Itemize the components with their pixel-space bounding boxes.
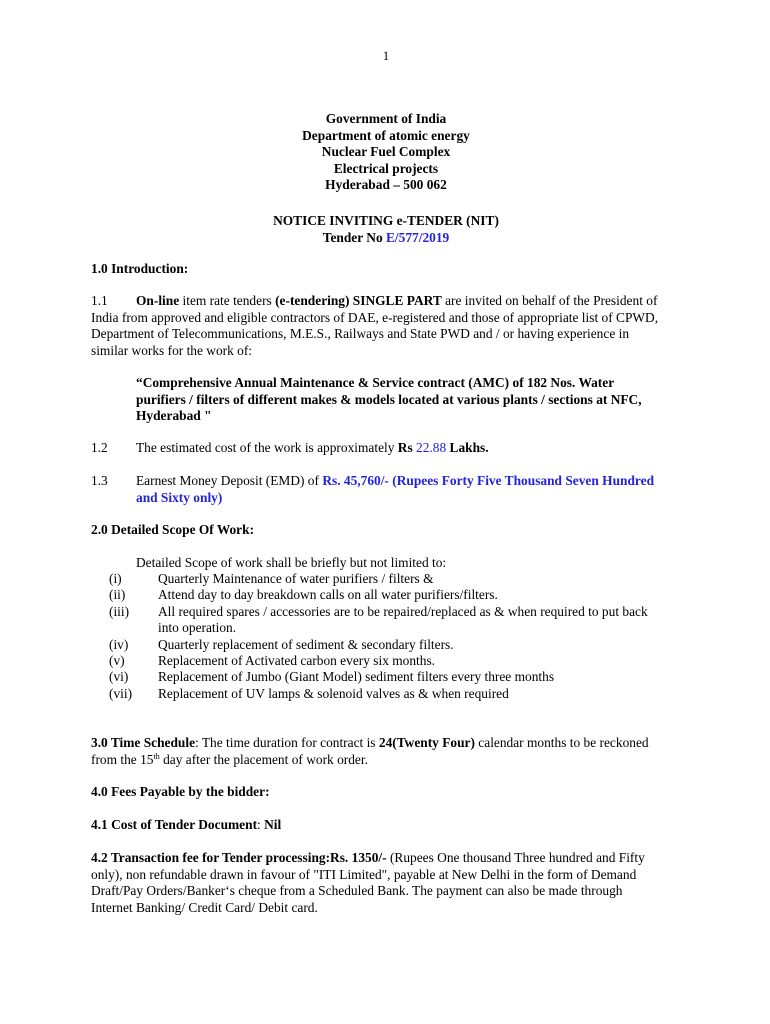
list-item: (iv) Quarterly replacement of sediment & secondary filters.: [109, 636, 454, 652]
para-1-2: 1.2 The estimated cost of the work is approximately Rs 22.88 Lakhs.: [91, 440, 489, 455]
cost-of-tender-document: 4.1 Cost of Tender Document: Nil: [91, 817, 282, 832]
header-line: Government of India: [325, 111, 447, 126]
list-item: (i) Quarterly Maintenance of water purifiers / filters &: [109, 571, 434, 586]
scope-intro: Detailed Scope of work shall be briefly but not limited to:: [136, 555, 447, 570]
notice-title-block: [91, 213, 681, 246]
fees-heading: 4.0 Fees Payable by the bidder:: [91, 784, 270, 799]
para-1-3: 1.3 Earnest Money Deposit (EMD) of Rs. 45,760/- (Rupees Forty Five Thousand Seven Hundred and Sixty only): [91, 473, 655, 505]
emd-amount: Rs. 45,760/- (Rupees Forty Five Thousand Seven Hundred: [322, 473, 655, 488]
header-line: Department of atomic energy: [302, 127, 470, 143]
header-line: Electrical projects: [333, 160, 439, 176]
work-description: “Comprehensive Annual Maintenance & Service contract (AMC) of 182 Nos. Water purifiers / filters of different makes & models located at various plants / sections at NFC, Hyderabad ": [136, 375, 642, 424]
list-item: (ii) Attend day to day breakdown calls on all water purifiers/filters.: [109, 587, 498, 603]
list-item: into operation.: [158, 620, 237, 636]
transaction-fee: 4.2 Transaction fee for Tender processing:Rs. 1350/- (Rupees One thousand Three hundred and Fifty only), non refundable drawn in favour of "ITI Limited", payable at New Delhi in the form of Demand Draft/Pay Orders/Banker‘s cheque from a Scheduled Bank. The payment can also be made through Internet Banking/ Credit Card/ Debit card.: [91, 850, 645, 915]
header-line: Hyderabad – 500 062: [325, 177, 447, 193]
estimated-cost: 22.88: [416, 440, 447, 455]
notice-title: NOTICE INVITING e-TENDER (NIT): [273, 213, 499, 228]
scope-list: [91, 571, 681, 702]
tender-number-line: [91, 230, 681, 247]
intro-heading: 1.0 Introduction:: [91, 261, 189, 276]
page-number: 1: [382, 49, 390, 63]
time-schedule: 3.0 Time Schedule: The time duration for contract is 24(Twenty Four) calendar months to be reckoned from the 15th day after the placement of work order.: [91, 735, 649, 767]
para-number: 1.1: [91, 293, 108, 308]
tender-prefix: Tender No: [322, 229, 386, 245]
scope-heading: 2.0 Detailed Scope Of Work:: [91, 522, 255, 537]
letterhead: [91, 111, 681, 194]
list-item: (iii) All required spares / accessories are to be repaired/replaced as & when required to put back: [109, 603, 648, 619]
list-item: (vi) Replacement of Jumbo (Giant Model) sediment filters every three months: [109, 669, 555, 685]
para-1-1: 1.1 On-line item rate tenders (e-tendering) SINGLE PART are invited on behalf of the President of India from approved and eligible contractors of DAE, e-registered and those of appropriate list of CPWD, Department of Telecommunications, M.E.S., Railways and State PWD and / or having experience in similar works for the work of:: [91, 293, 659, 358]
list-item: (vii) Replacement of UV lamps & solenoid valves as & when required: [109, 685, 509, 701]
list-item: (v) Replacement of Activated carbon every six months.: [109, 652, 436, 668]
tender-number: E/577/2019: [386, 229, 450, 245]
header-line: Nuclear Fuel Complex: [321, 144, 451, 160]
